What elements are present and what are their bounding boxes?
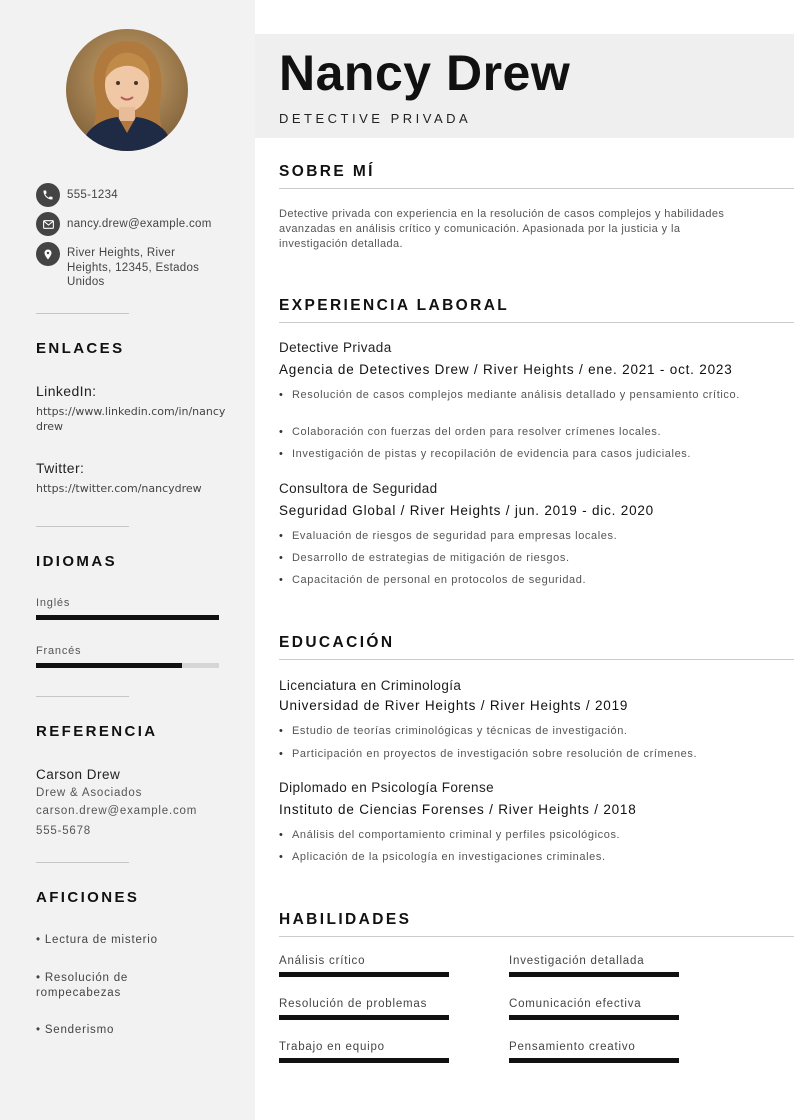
skill-level-bar xyxy=(279,1058,449,1063)
skill-label: Pensamiento creativo xyxy=(509,1041,636,1053)
degree-institution: Universidad de River Heights / River Heights / 2019 xyxy=(279,698,629,713)
section-divider xyxy=(279,188,794,189)
job-bullet: • Resolución de casos complejos mediante análisis detallado y pensamiento crítico. xyxy=(279,388,749,403)
language-level-fill xyxy=(36,663,182,668)
profile-photo xyxy=(66,29,188,151)
degree-bullet: • Aplicación de la psicología en investigaciones criminales. xyxy=(279,850,759,865)
hobby-item: • Resolución de rompecabezas xyxy=(36,972,129,999)
job-bullet: • Evaluación de riesgos de seguridad para empresas locales. xyxy=(279,529,759,544)
job-title: DETECTIVE PRIVADA xyxy=(279,111,472,126)
degree-bullet: • Estudio de teorías criminológicas y técnicas de investigación. xyxy=(279,724,759,739)
main-content xyxy=(255,0,794,1120)
reference-company: Drew & Asociados xyxy=(36,787,143,799)
section-divider xyxy=(279,322,794,323)
address-line-2: Heights, 12345, Estados xyxy=(67,261,200,274)
email-text: nancy.drew@example.com xyxy=(67,218,212,230)
skill-label: Análisis crítico xyxy=(279,955,366,967)
degree-title: Diplomado en Psicología Forense xyxy=(279,780,495,795)
skill-level-bar xyxy=(509,1058,679,1063)
degree-bullet: • Participación en proyectos de investigación sobre resolución de crímenes. xyxy=(279,747,759,762)
linkedin-label: LinkedIn: xyxy=(36,383,97,399)
divider xyxy=(36,696,129,697)
phone-icon xyxy=(36,183,60,207)
skill-level-bar xyxy=(279,972,449,977)
person-name: Nancy Drew xyxy=(279,45,571,101)
contact-email xyxy=(36,212,212,236)
experience-heading: EXPERIENCIA LABORAL xyxy=(279,297,510,314)
sidebar xyxy=(0,0,255,1120)
job-bullet: • Colaboración con fuerzas del orden para resolver crímenes locales. xyxy=(279,425,759,440)
hobby-item: • Senderismo xyxy=(36,1024,115,1036)
skill-label: Investigación detallada xyxy=(509,955,645,967)
education-heading: EDUCACIÓN xyxy=(279,634,395,651)
language-label: Inglés xyxy=(36,597,71,609)
reference-heading: REFERENCIA xyxy=(36,723,158,740)
map-pin-icon xyxy=(36,242,60,266)
contact-phone xyxy=(36,183,118,207)
reference-name: Carson Drew xyxy=(36,767,121,782)
about-text: Detective privada con experiencia en la resolución de casos complejos y habilidades avanzadas en análisis crítico y comunicación. Apasionada por la justicia y la investigación detallada. xyxy=(279,208,725,250)
reference-phone: 555-5678 xyxy=(36,825,91,837)
address-line-1: River Heights, River xyxy=(67,247,176,259)
address-line-3: Unidos xyxy=(67,276,105,288)
degree-bullet: • Análisis del comportamiento criminal y perfiles psicológicos. xyxy=(279,828,759,843)
phone-text: 555-1234 xyxy=(67,189,118,201)
language-level-bar xyxy=(36,663,219,668)
skill-label: Comunicación efectiva xyxy=(509,998,642,1010)
job-organization: Seguridad Global / River Heights / jun. 2019 - dic. 2020 xyxy=(279,503,654,518)
divider xyxy=(36,313,129,314)
linkedin-url-line-1[interactable]: https://www.linkedin.com/in/nancy xyxy=(36,405,226,418)
languages-heading: IDIOMAS xyxy=(36,553,117,570)
contact-address xyxy=(36,242,199,290)
linkedin-url-line-2[interactable]: drew xyxy=(36,420,64,433)
twitter-label: Twitter: xyxy=(36,460,85,476)
twitter-url[interactable]: https://twitter.com/nancydrew xyxy=(36,482,202,495)
job-bullet: • Capacitación de personal en protocolos de seguridad. xyxy=(279,573,759,588)
divider xyxy=(36,526,129,527)
degree-title: Licenciatura en Criminología xyxy=(279,678,462,693)
address-text xyxy=(67,246,199,290)
skill-level-bar xyxy=(509,1015,679,1020)
job-bullet: • Desarrollo de estrategias de mitigación de riesgos. xyxy=(279,551,759,566)
divider xyxy=(36,862,129,863)
language-level-fill xyxy=(36,615,219,620)
skills-heading: HABILIDADES xyxy=(279,911,412,928)
section-divider xyxy=(279,936,794,937)
skill-label: Trabajo en equipo xyxy=(279,1041,385,1053)
job-bullet: • Investigación de pistas y recopilación de evidencia para casos judiciales. xyxy=(279,447,759,462)
skill-label: Resolución de problemas xyxy=(279,998,428,1010)
envelope-icon xyxy=(36,212,60,236)
about-heading: SOBRE MÍ xyxy=(279,163,375,180)
linkedin-url[interactable] xyxy=(36,404,226,434)
hobby-item: • Lectura de misterio xyxy=(36,934,158,946)
hobbies-heading: AFICIONES xyxy=(36,889,140,906)
language-level-bar xyxy=(36,615,219,620)
reference-email: carson.drew@example.com xyxy=(36,805,198,817)
job-organization: Agencia de Detectives Drew / River Heights / ene. 2021 - oct. 2023 xyxy=(279,362,733,377)
section-divider xyxy=(279,659,794,660)
skill-level-bar xyxy=(509,972,679,977)
links-heading: ENLACES xyxy=(36,340,125,357)
skill-level-bar xyxy=(279,1015,449,1020)
job-role: Consultora de Seguridad xyxy=(279,481,438,496)
job-role: Detective Privada xyxy=(279,340,392,355)
degree-institution: Instituto de Ciencias Forenses / River Heights / 2018 xyxy=(279,802,637,817)
language-label: Francés xyxy=(36,645,82,657)
